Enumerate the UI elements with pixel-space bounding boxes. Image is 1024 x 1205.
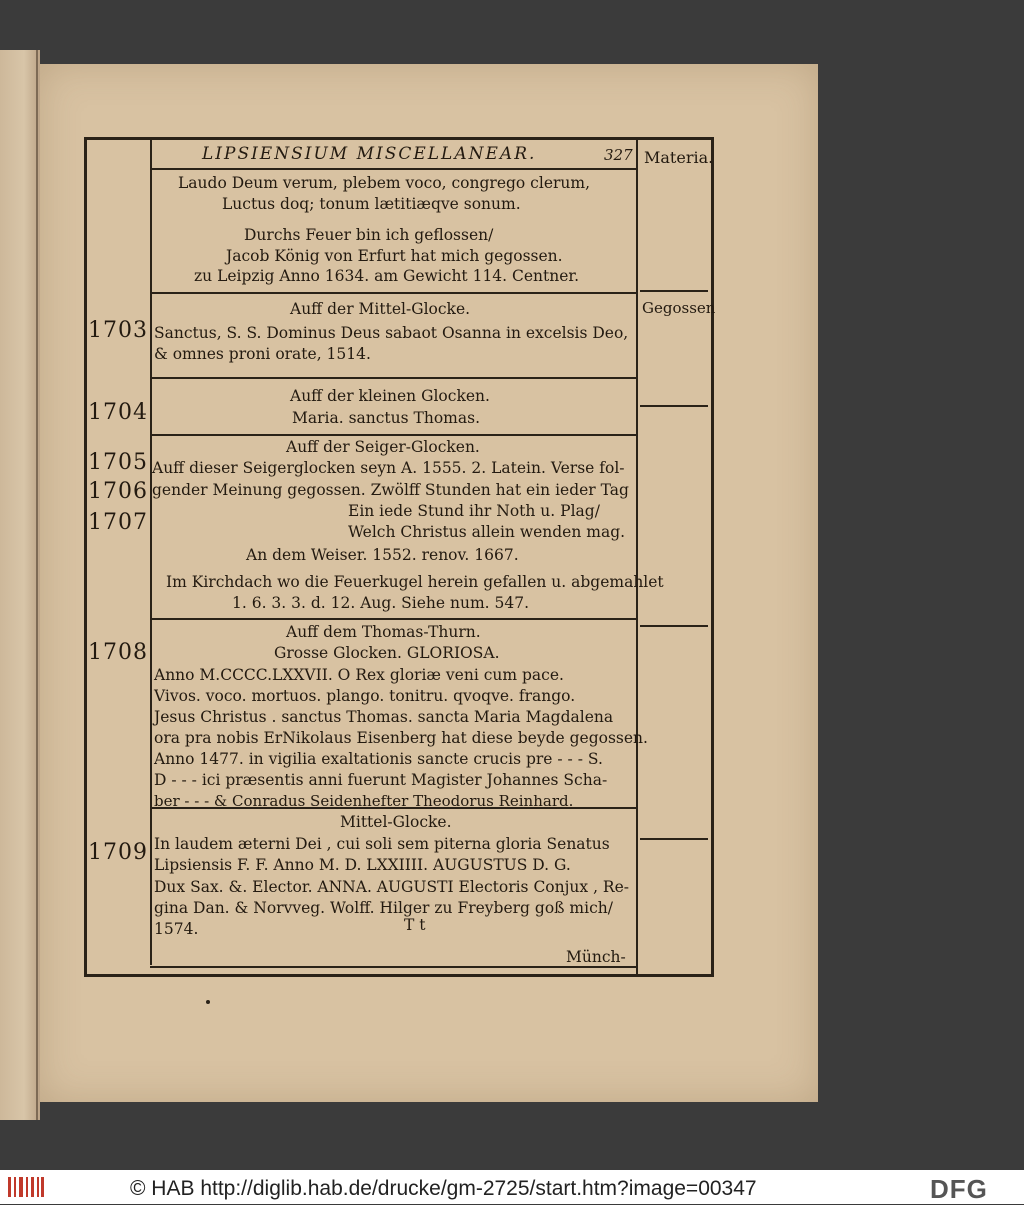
header-rule	[150, 168, 638, 170]
dfg-logo: DFG	[930, 1174, 988, 1204]
s4-line3: Ein iede Stund ihr Noth u. Plag/	[348, 502, 600, 520]
s3-title: Auff der kleinen Glocken.	[290, 387, 490, 405]
s1-line3: Durchs Feuer bin ich geflossen/	[244, 226, 494, 244]
section-rule-1	[150, 292, 638, 294]
page-number: 327	[604, 146, 633, 164]
s6-line2: Lipsiensis F. F. Anno M. D. LXXIIII. AUGUSTUS D. G.	[154, 856, 571, 874]
side-tick-2	[640, 405, 708, 407]
s5-title: Auff dem Thomas-Thurn.	[286, 623, 481, 641]
s4-title: Auff der Seiger-Glocken.	[286, 438, 480, 456]
section-rule-2	[150, 377, 638, 379]
side-column-heading: Materia.	[644, 148, 714, 167]
s1-line5: zu Leipzig Anno 1634. am Gewicht 114. Centner.	[194, 267, 580, 285]
copyright-link[interactable]: © HAB http://diglib.hab.de/drucke/gm-2725/start.htm?image=00347	[130, 1177, 757, 1200]
footer-bar	[0, 1170, 1024, 1204]
side-note-gegossen: Gegossen	[642, 299, 716, 317]
s5-line6: Anno 1477. in vigilia exaltationis sancte crucis pre - - - S.	[154, 750, 603, 768]
s4-line2: gender Meinung gegossen. Zwölff Stunden hat ein ieder Tag	[152, 481, 629, 499]
signature-mark: T t	[404, 916, 426, 934]
year-1709: 1709	[88, 840, 148, 865]
s2-line2: & omnes proni orate, 1514.	[154, 345, 371, 363]
side-column-divider	[636, 137, 638, 975]
s1-line2: Luctus doq; tonum lætitiæqve sonum.	[222, 195, 521, 213]
s4-line4: Welch Christus allein wenden mag.	[348, 523, 626, 541]
left-page-edge	[0, 50, 40, 1120]
bottom-rule	[150, 966, 638, 968]
s4-line1: Auff dieser Seigerglocken seyn A. 1555. 2. Latein. Verse fol-	[152, 459, 625, 477]
s5-line4: Jesus Christus . sanctus Thomas. sancta Maria Magdalena	[154, 708, 614, 726]
side-tick-3	[640, 625, 708, 627]
s5-line3: Vivos. voco. mortuos. plango. tonitru. qvoqve. frango.	[154, 687, 576, 705]
s5-line1: Grosse Glocken. GLORIOSA.	[274, 644, 500, 662]
section-rule-3	[150, 434, 638, 436]
s6-line3: Dux Sax. &. Elector. ANNA. AUGUSTI Electoris Conjux , Re-	[154, 878, 630, 896]
section-rule-4	[150, 618, 638, 620]
year-column-divider	[150, 137, 152, 965]
s1-line1: Laudo Deum verum, plebem voco, congrego clerum,	[178, 174, 591, 192]
s4-line7: 1. 6. 3. 3. d. 12. Aug. Siehe num. 547.	[232, 594, 530, 612]
side-tick-1	[640, 290, 708, 292]
book-spine-line	[36, 50, 38, 1120]
s5-line8: ber - - - & Conradus Seidenhefter Theodorus Reinhard.	[154, 792, 574, 810]
catchword: Münch-	[566, 948, 626, 966]
year-1706: 1706	[88, 479, 148, 504]
s4-line5: An dem Weiser. 1552. renov. 1667.	[246, 546, 519, 564]
s3-line1: Maria. sanctus Thomas.	[292, 409, 480, 427]
hab-logo-icon	[6, 1175, 46, 1199]
s6-line1: In laudem æterni Dei , cui soli sem piterna gloria Senatus	[154, 835, 610, 853]
year-1705: 1705	[88, 450, 148, 475]
running-title: LIPSIENSIUM MISCELLANEAR.	[202, 144, 537, 164]
year-1707: 1707	[88, 510, 148, 535]
s5-line7: D - - - ici præsentis anni fuerunt Magister Johannes Scha-	[154, 771, 608, 789]
s6-line5: 1574.	[154, 920, 199, 938]
year-1704: 1704	[88, 400, 148, 425]
ink-speck	[206, 1000, 210, 1004]
s2-title: Auff der Mittel-Glocke.	[290, 300, 471, 318]
s5-line2: Anno M.CCCC.LXXVII. O Rex gloriæ veni cum pace.	[154, 666, 564, 684]
s6-title: Mittel-Glocke.	[340, 813, 452, 831]
side-tick-4	[640, 838, 708, 840]
s2-line1: Sanctus, S. S. Dominus Deus sabaot Osanna in excelsis Deo,	[154, 324, 629, 342]
year-1703: 1703	[88, 318, 148, 343]
s1-line4: Jacob König von Erfurt hat mich gegossen.	[226, 247, 563, 265]
year-1708: 1708	[88, 640, 148, 665]
s4-line6: Im Kirchdach wo die Feuerkugel herein gefallen u. abgemahlet	[166, 573, 664, 591]
s6-line4: gina Dan. & Norvveg. Wolff. Hilger zu Freyberg goß mich/	[154, 899, 613, 917]
s5-line5: ora pra nobis ErNikolaus Eisenberg hat diese beyde gegossen.	[154, 729, 648, 747]
